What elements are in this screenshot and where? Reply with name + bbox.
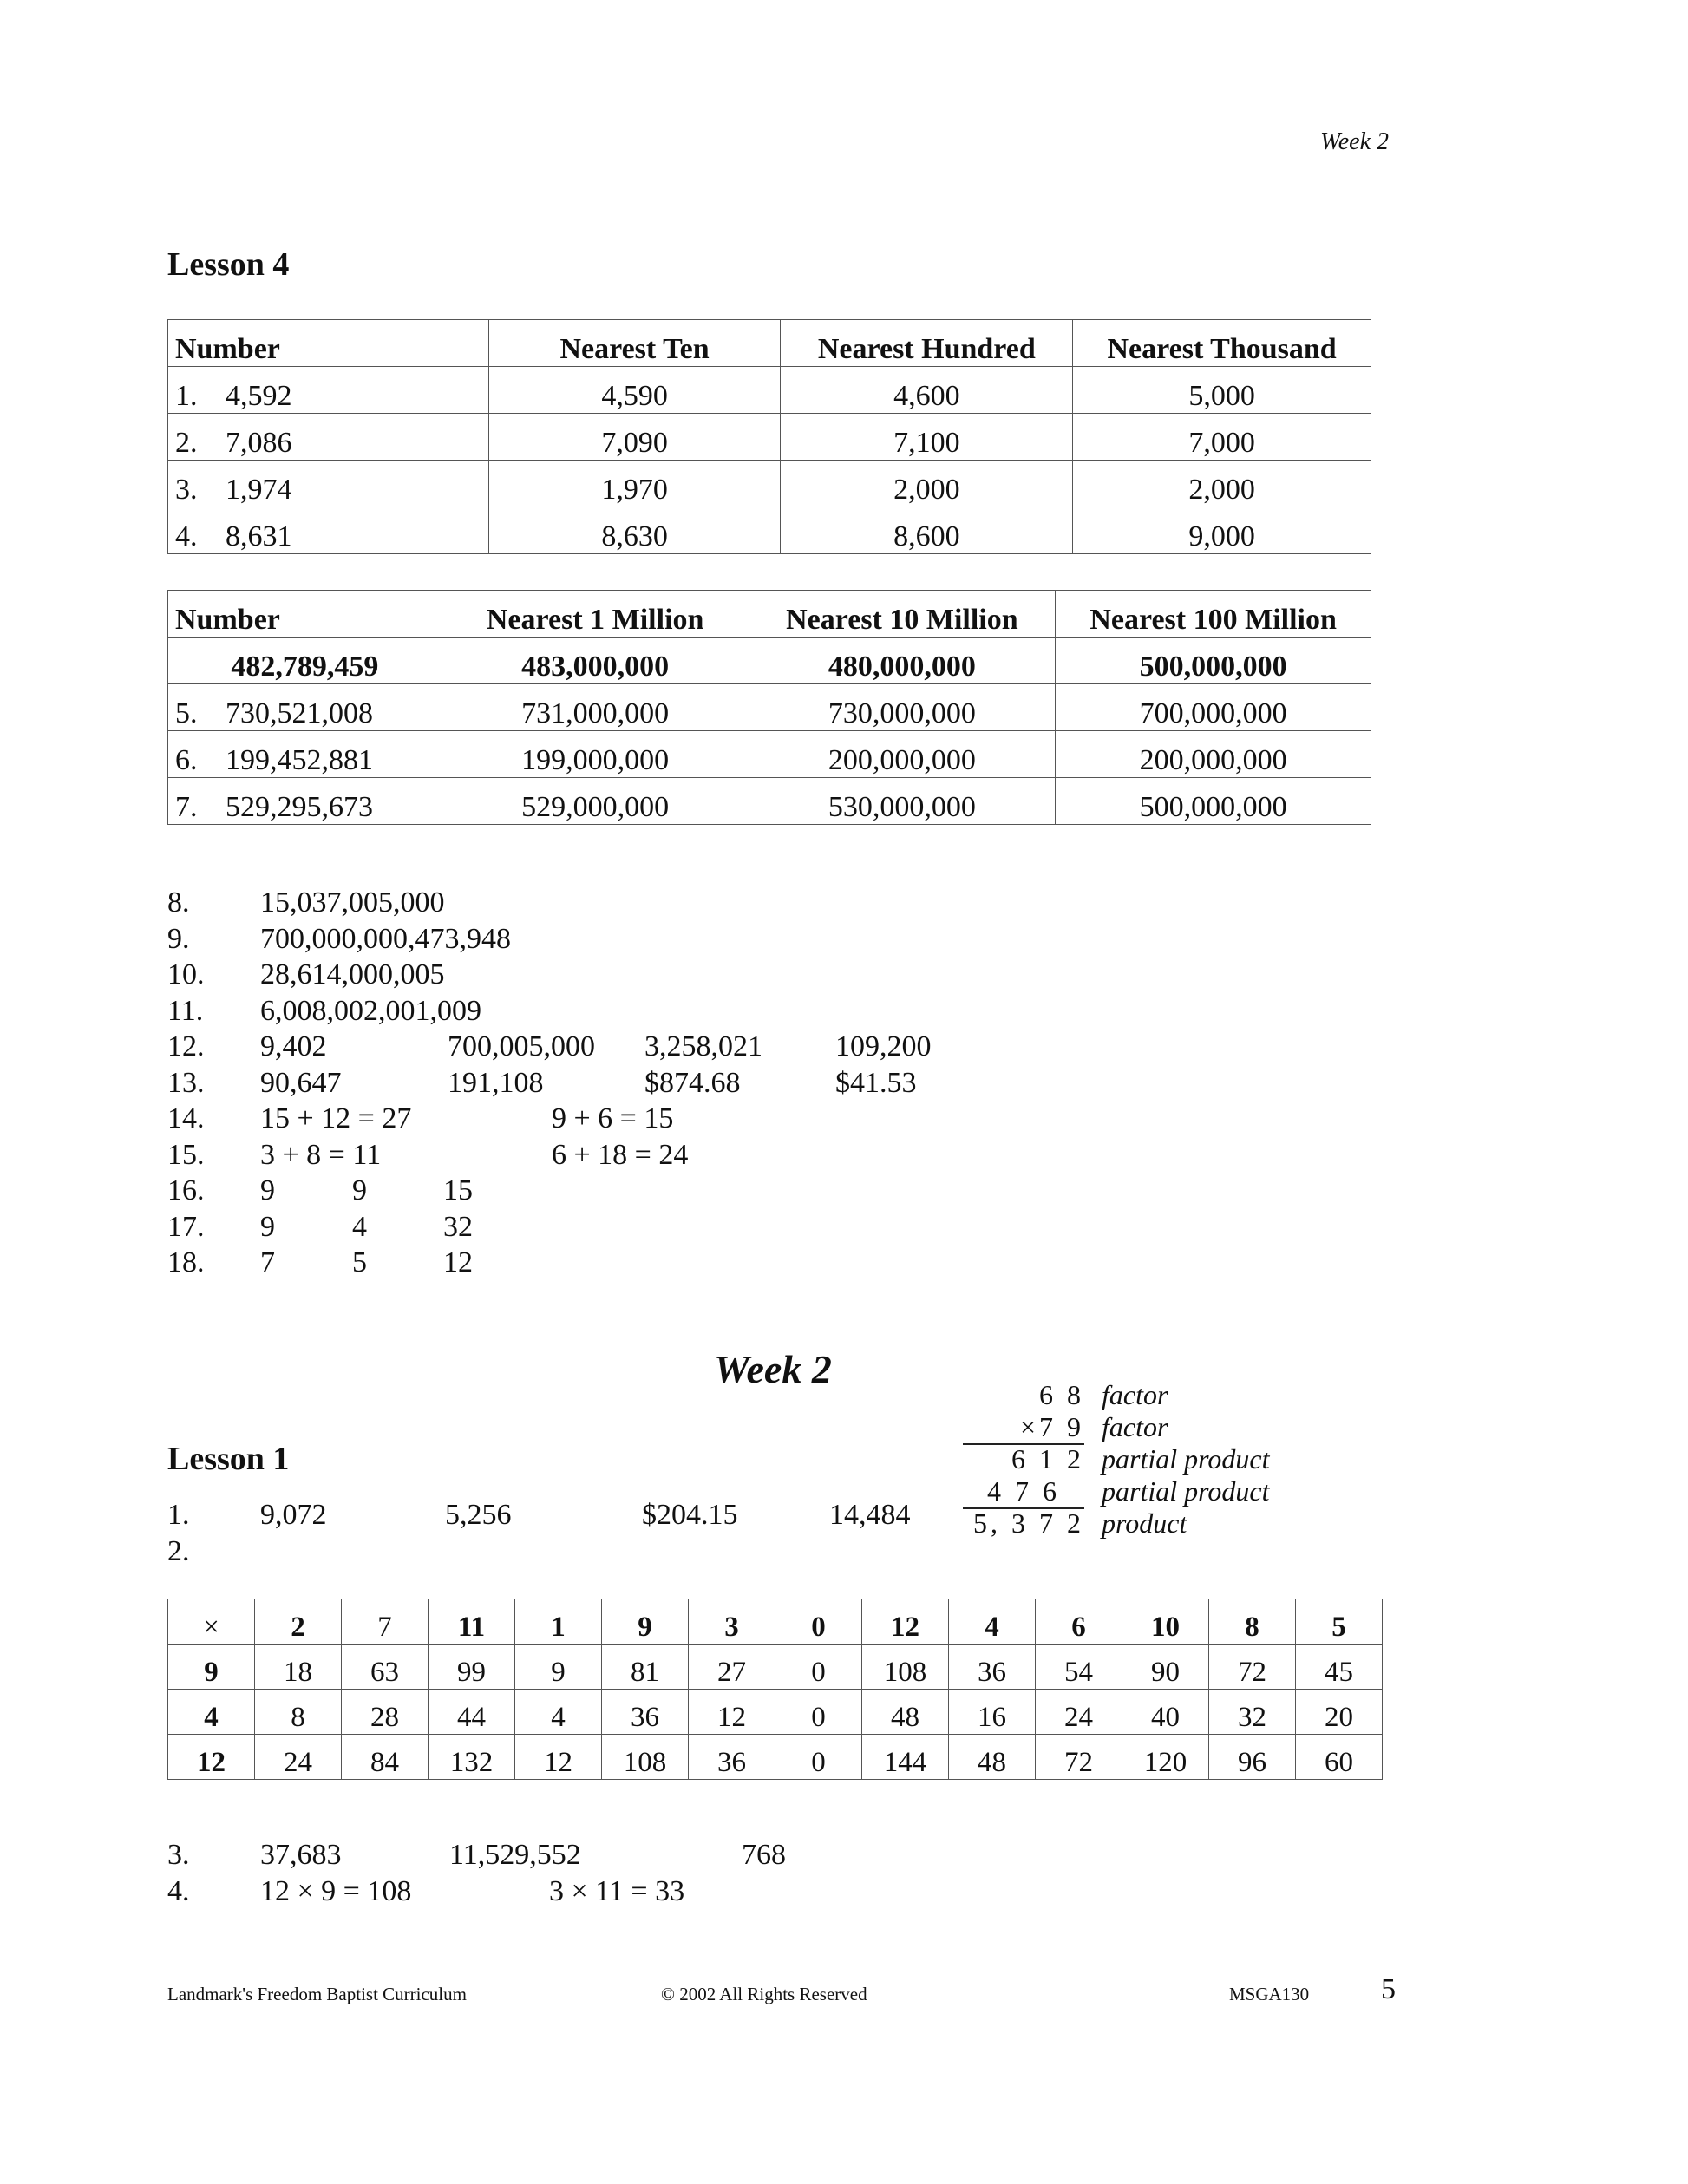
- product-cell: 0: [775, 1645, 862, 1690]
- table-header-row: [168, 320, 1371, 367]
- nearest-hundred: 4,600: [781, 367, 1073, 414]
- item-number: 16.: [167, 1174, 205, 1206]
- nearest-thousand: 2,000: [1073, 461, 1371, 507]
- mult-number: 6 8: [1039, 1379, 1084, 1410]
- rounding-table-millions: [167, 590, 1371, 825]
- answer-row: [167, 923, 1035, 959]
- item-number: 1.: [175, 380, 198, 412]
- column-header: Nearest 10 Million: [749, 591, 1056, 638]
- number-value: 4,592: [226, 380, 292, 412]
- times-table: [167, 1599, 1383, 1780]
- top-factor: 11: [429, 1599, 515, 1645]
- answer-value: 6,008,002,001,009: [260, 994, 481, 1027]
- answer-row: [167, 1875, 948, 1912]
- mult-row: [963, 1379, 1327, 1411]
- product-cell: 132: [429, 1735, 515, 1780]
- answer-value: 9 + 6 = 15: [552, 1102, 674, 1135]
- multiplication-example: [963, 1379, 1327, 1540]
- lesson-1-heading: Lesson 1: [167, 1441, 290, 1477]
- product-cell: 9: [515, 1645, 602, 1690]
- top-factor: 9: [602, 1599, 689, 1645]
- product-cell: 36: [602, 1690, 689, 1735]
- row-factor: 12: [168, 1735, 255, 1780]
- item-number: 2.: [175, 427, 198, 459]
- item-number: 5.: [175, 697, 198, 729]
- mult-label: factor: [1102, 1411, 1168, 1442]
- row-factor: 4: [168, 1690, 255, 1735]
- answer-value: 700,000,000,473,948: [260, 922, 511, 955]
- footer-publisher: Landmark's Freedom Baptist Curriculum: [167, 1984, 467, 2004]
- item-number: 18.: [167, 1246, 205, 1278]
- product-cell: 20: [1296, 1690, 1383, 1735]
- answer-value: 12: [443, 1246, 473, 1278]
- top-factor: 1: [515, 1599, 602, 1645]
- answer-row: [167, 1067, 1035, 1103]
- product-cell: 63: [342, 1645, 429, 1690]
- answer-row: [167, 1211, 1035, 1247]
- product-cell: 0: [775, 1735, 862, 1780]
- product-cell: 44: [429, 1690, 515, 1735]
- product-cell: 12: [689, 1690, 775, 1735]
- product-cell: 16: [949, 1690, 1036, 1735]
- row-factor: 9: [168, 1645, 255, 1690]
- answer-value: 28,614,000,005: [260, 958, 445, 991]
- mult-row: [963, 1475, 1327, 1507]
- answer-value: 6 + 18 = 24: [552, 1138, 689, 1171]
- mult-number: 6 1 2: [1011, 1443, 1084, 1475]
- answer-row: [167, 1246, 1035, 1283]
- item-number: 2.: [167, 1534, 190, 1567]
- product-cell: 72: [1036, 1735, 1122, 1780]
- product-cell: 36: [949, 1645, 1036, 1690]
- product-cell: 18: [255, 1645, 342, 1690]
- product-cell: 108: [862, 1645, 949, 1690]
- answer-value: $874.68: [644, 1066, 741, 1099]
- product-cell: 48: [862, 1690, 949, 1735]
- answer-value: 3,258,021: [644, 1030, 762, 1063]
- number-value: 8,631: [226, 520, 292, 553]
- answer-value: 7: [260, 1246, 275, 1278]
- nearest-ten: 1,970: [488, 461, 781, 507]
- product-cell: 45: [1296, 1645, 1383, 1690]
- answer-value: 9: [352, 1174, 367, 1206]
- nearest-thousand: 7,000: [1073, 414, 1371, 461]
- item-number: 6.: [175, 744, 198, 776]
- footer-code: MSGA130: [1229, 1984, 1310, 2004]
- answer-row: [167, 995, 1035, 1031]
- answer-value: 3 × 11 = 33: [549, 1874, 685, 1907]
- nearest-thousand: 5,000: [1073, 367, 1371, 414]
- product-cell: 99: [429, 1645, 515, 1690]
- nearest-10-million: 530,000,000: [749, 778, 1056, 825]
- mult-label: partial product: [1102, 1443, 1270, 1475]
- answer-row: [167, 1139, 1035, 1175]
- product-cell: 96: [1209, 1735, 1296, 1780]
- column-header: Nearest Thousand: [1073, 320, 1371, 367]
- answer-value: 15: [443, 1174, 473, 1206]
- answer-value: 15,037,005,000: [260, 886, 445, 919]
- answer-value: 4: [352, 1210, 367, 1243]
- running-head: Week 2: [1319, 128, 1389, 155]
- mult-number: 5, 3 7 2: [973, 1507, 1084, 1539]
- nearest-hundred: 2,000: [781, 461, 1073, 507]
- answer-value: 5,256: [445, 1499, 512, 1531]
- nearest-ten: 4,590: [488, 367, 781, 414]
- mult-label: partial product: [1102, 1475, 1270, 1507]
- answer-row: [167, 886, 1035, 923]
- product-cell: 24: [1036, 1690, 1122, 1735]
- times-table-row: [168, 1690, 1383, 1735]
- answer-row: [167, 1499, 948, 1535]
- mult-number: ×7 9: [1019, 1411, 1084, 1442]
- mult-number: 4 7 6: [987, 1475, 1060, 1507]
- item-number: 17.: [167, 1210, 205, 1243]
- table-row: [168, 414, 1371, 461]
- number-value: 199,452,881: [226, 744, 373, 776]
- times-table-row: [168, 1735, 1383, 1780]
- column-header: Number: [168, 320, 489, 367]
- answer-value: 3 + 8 = 11: [260, 1138, 382, 1171]
- number-value: 730,521,008: [226, 697, 373, 729]
- nearest-hundred: 8,600: [781, 507, 1073, 554]
- example-row: [168, 638, 1371, 684]
- top-factor: 7: [342, 1599, 429, 1645]
- item-number: 9.: [167, 922, 190, 955]
- top-factor: 8: [1209, 1599, 1296, 1645]
- nearest-1-million: 483,000,000: [442, 638, 749, 684]
- product-cell: 108: [602, 1735, 689, 1780]
- column-header: Number: [168, 591, 442, 638]
- item-number: 1.: [167, 1499, 190, 1531]
- product-cell: 60: [1296, 1735, 1383, 1780]
- item-number: 7.: [175, 791, 198, 823]
- item-number: 8.: [167, 886, 190, 919]
- answer-value: 191,108: [448, 1066, 544, 1099]
- product-cell: 120: [1122, 1735, 1209, 1780]
- answer-row: [167, 1030, 1035, 1067]
- lesson-4-heading: Lesson 4: [167, 246, 290, 283]
- nearest-ten: 8,630: [488, 507, 781, 554]
- product-cell: 32: [1209, 1690, 1296, 1735]
- answer-value: 768: [742, 1839, 786, 1871]
- product-cell: 144: [862, 1735, 949, 1780]
- top-factor: 12: [862, 1599, 949, 1645]
- product-cell: 40: [1122, 1690, 1209, 1735]
- product-cell: 12: [515, 1735, 602, 1780]
- number-value: 7,086: [226, 427, 292, 459]
- column-header: Nearest Ten: [488, 320, 781, 367]
- product-cell: 24: [255, 1735, 342, 1780]
- table-row: [168, 461, 1371, 507]
- mult-row: [963, 1507, 1327, 1540]
- answer-value: 9,402: [260, 1030, 327, 1063]
- answer-row: [167, 958, 1035, 995]
- top-factor: 2: [255, 1599, 342, 1645]
- product-cell: 54: [1036, 1645, 1122, 1690]
- table-row: [168, 367, 1371, 414]
- product-cell: 0: [775, 1690, 862, 1735]
- times-corner: ×: [168, 1599, 255, 1645]
- nearest-10-million: 200,000,000: [749, 731, 1056, 778]
- answer-value: 5: [352, 1246, 367, 1278]
- product-cell: 72: [1209, 1645, 1296, 1690]
- top-factor: 3: [689, 1599, 775, 1645]
- number-value: 482,789,459: [168, 638, 442, 684]
- answer-value: 15 + 12 = 27: [260, 1102, 412, 1135]
- top-factor: 0: [775, 1599, 862, 1645]
- item-number: 11.: [167, 994, 204, 1027]
- table-row: [168, 684, 1371, 731]
- number-value: 1,974: [226, 474, 292, 506]
- product-cell: 8: [255, 1690, 342, 1735]
- week-2-heading: Week 2: [714, 1347, 832, 1391]
- product-cell: 36: [689, 1735, 775, 1780]
- answer-value: 9: [260, 1174, 275, 1206]
- table-row: [168, 507, 1371, 554]
- nearest-hundred: 7,100: [781, 414, 1073, 461]
- item-number: 12.: [167, 1030, 205, 1063]
- item-number: 4.: [175, 520, 198, 553]
- nearest-ten: 7,090: [488, 414, 781, 461]
- answer-value: 12 × 9 = 108: [260, 1874, 412, 1907]
- item-number: 3.: [175, 474, 198, 506]
- nearest-100-million: 500,000,000: [1056, 638, 1371, 684]
- top-factor: 5: [1296, 1599, 1383, 1645]
- product-cell: 4: [515, 1690, 602, 1735]
- item-number: 10.: [167, 958, 205, 991]
- answer-value: 700,005,000: [448, 1030, 595, 1063]
- answer-value: 9: [260, 1210, 275, 1243]
- item-number: 4.: [167, 1874, 190, 1907]
- page-number: 5: [1381, 1973, 1396, 2005]
- nearest-thousand: 9,000: [1073, 507, 1371, 554]
- product-cell: 84: [342, 1735, 429, 1780]
- mult-row: [963, 1411, 1327, 1443]
- mult-label: product: [1102, 1507, 1187, 1539]
- lesson-1-items: [167, 1499, 948, 1571]
- top-factor: 10: [1122, 1599, 1209, 1645]
- table-row: [168, 731, 1371, 778]
- mult-row: [963, 1443, 1327, 1475]
- footer-copyright: © 2002 All Rights Reserved: [661, 1984, 867, 2004]
- answer-value: $204.15: [642, 1499, 738, 1531]
- answer-value: 14,484: [829, 1499, 911, 1531]
- nearest-1-million: 529,000,000: [442, 778, 749, 825]
- times-table-row: [168, 1645, 1383, 1690]
- item-number: 15.: [167, 1138, 205, 1171]
- top-factor: 6: [1036, 1599, 1122, 1645]
- table-row: [168, 778, 1371, 825]
- item-number: 13.: [167, 1066, 205, 1099]
- table-header-row: [168, 591, 1371, 638]
- nearest-10-million: 480,000,000: [749, 638, 1056, 684]
- product-cell: 28: [342, 1690, 429, 1735]
- answer-row: [167, 1102, 1035, 1139]
- nearest-100-million: 500,000,000: [1056, 778, 1371, 825]
- product-cell: 90: [1122, 1645, 1209, 1690]
- answer-value: 37,683: [260, 1839, 342, 1871]
- answer-value: 9,072: [260, 1499, 327, 1531]
- mult-label: factor: [1102, 1379, 1168, 1410]
- item-number: 14.: [167, 1102, 205, 1135]
- answer-value: 90,647: [260, 1066, 342, 1099]
- column-header: Nearest 100 Million: [1056, 591, 1371, 638]
- number-value: 529,295,673: [226, 791, 373, 823]
- lesson-4-answers: [167, 886, 1035, 1283]
- column-header: Nearest Hundred: [781, 320, 1073, 367]
- answer-row: [167, 1535, 948, 1572]
- times-table-header-row: [168, 1599, 1383, 1645]
- nearest-1-million: 731,000,000: [442, 684, 749, 731]
- rounding-table-thousands: [167, 319, 1371, 554]
- top-factor: 4: [949, 1599, 1036, 1645]
- answer-value: 109,200: [835, 1030, 932, 1063]
- answer-row: [167, 1174, 1035, 1211]
- nearest-100-million: 200,000,000: [1056, 731, 1371, 778]
- product-cell: 27: [689, 1645, 775, 1690]
- answer-value: 32: [443, 1210, 473, 1243]
- item-number: 3.: [167, 1839, 190, 1871]
- answer-value: 11,529,552: [449, 1839, 581, 1871]
- product-cell: 81: [602, 1645, 689, 1690]
- lesson-1-items-continued: [167, 1839, 948, 1911]
- answer-row: [167, 1839, 948, 1875]
- nearest-1-million: 199,000,000: [442, 731, 749, 778]
- answer-value: $41.53: [835, 1066, 917, 1099]
- nearest-100-million: 700,000,000: [1056, 684, 1371, 731]
- column-header: Nearest 1 Million: [442, 591, 749, 638]
- product-cell: 48: [949, 1735, 1036, 1780]
- nearest-10-million: 730,000,000: [749, 684, 1056, 731]
